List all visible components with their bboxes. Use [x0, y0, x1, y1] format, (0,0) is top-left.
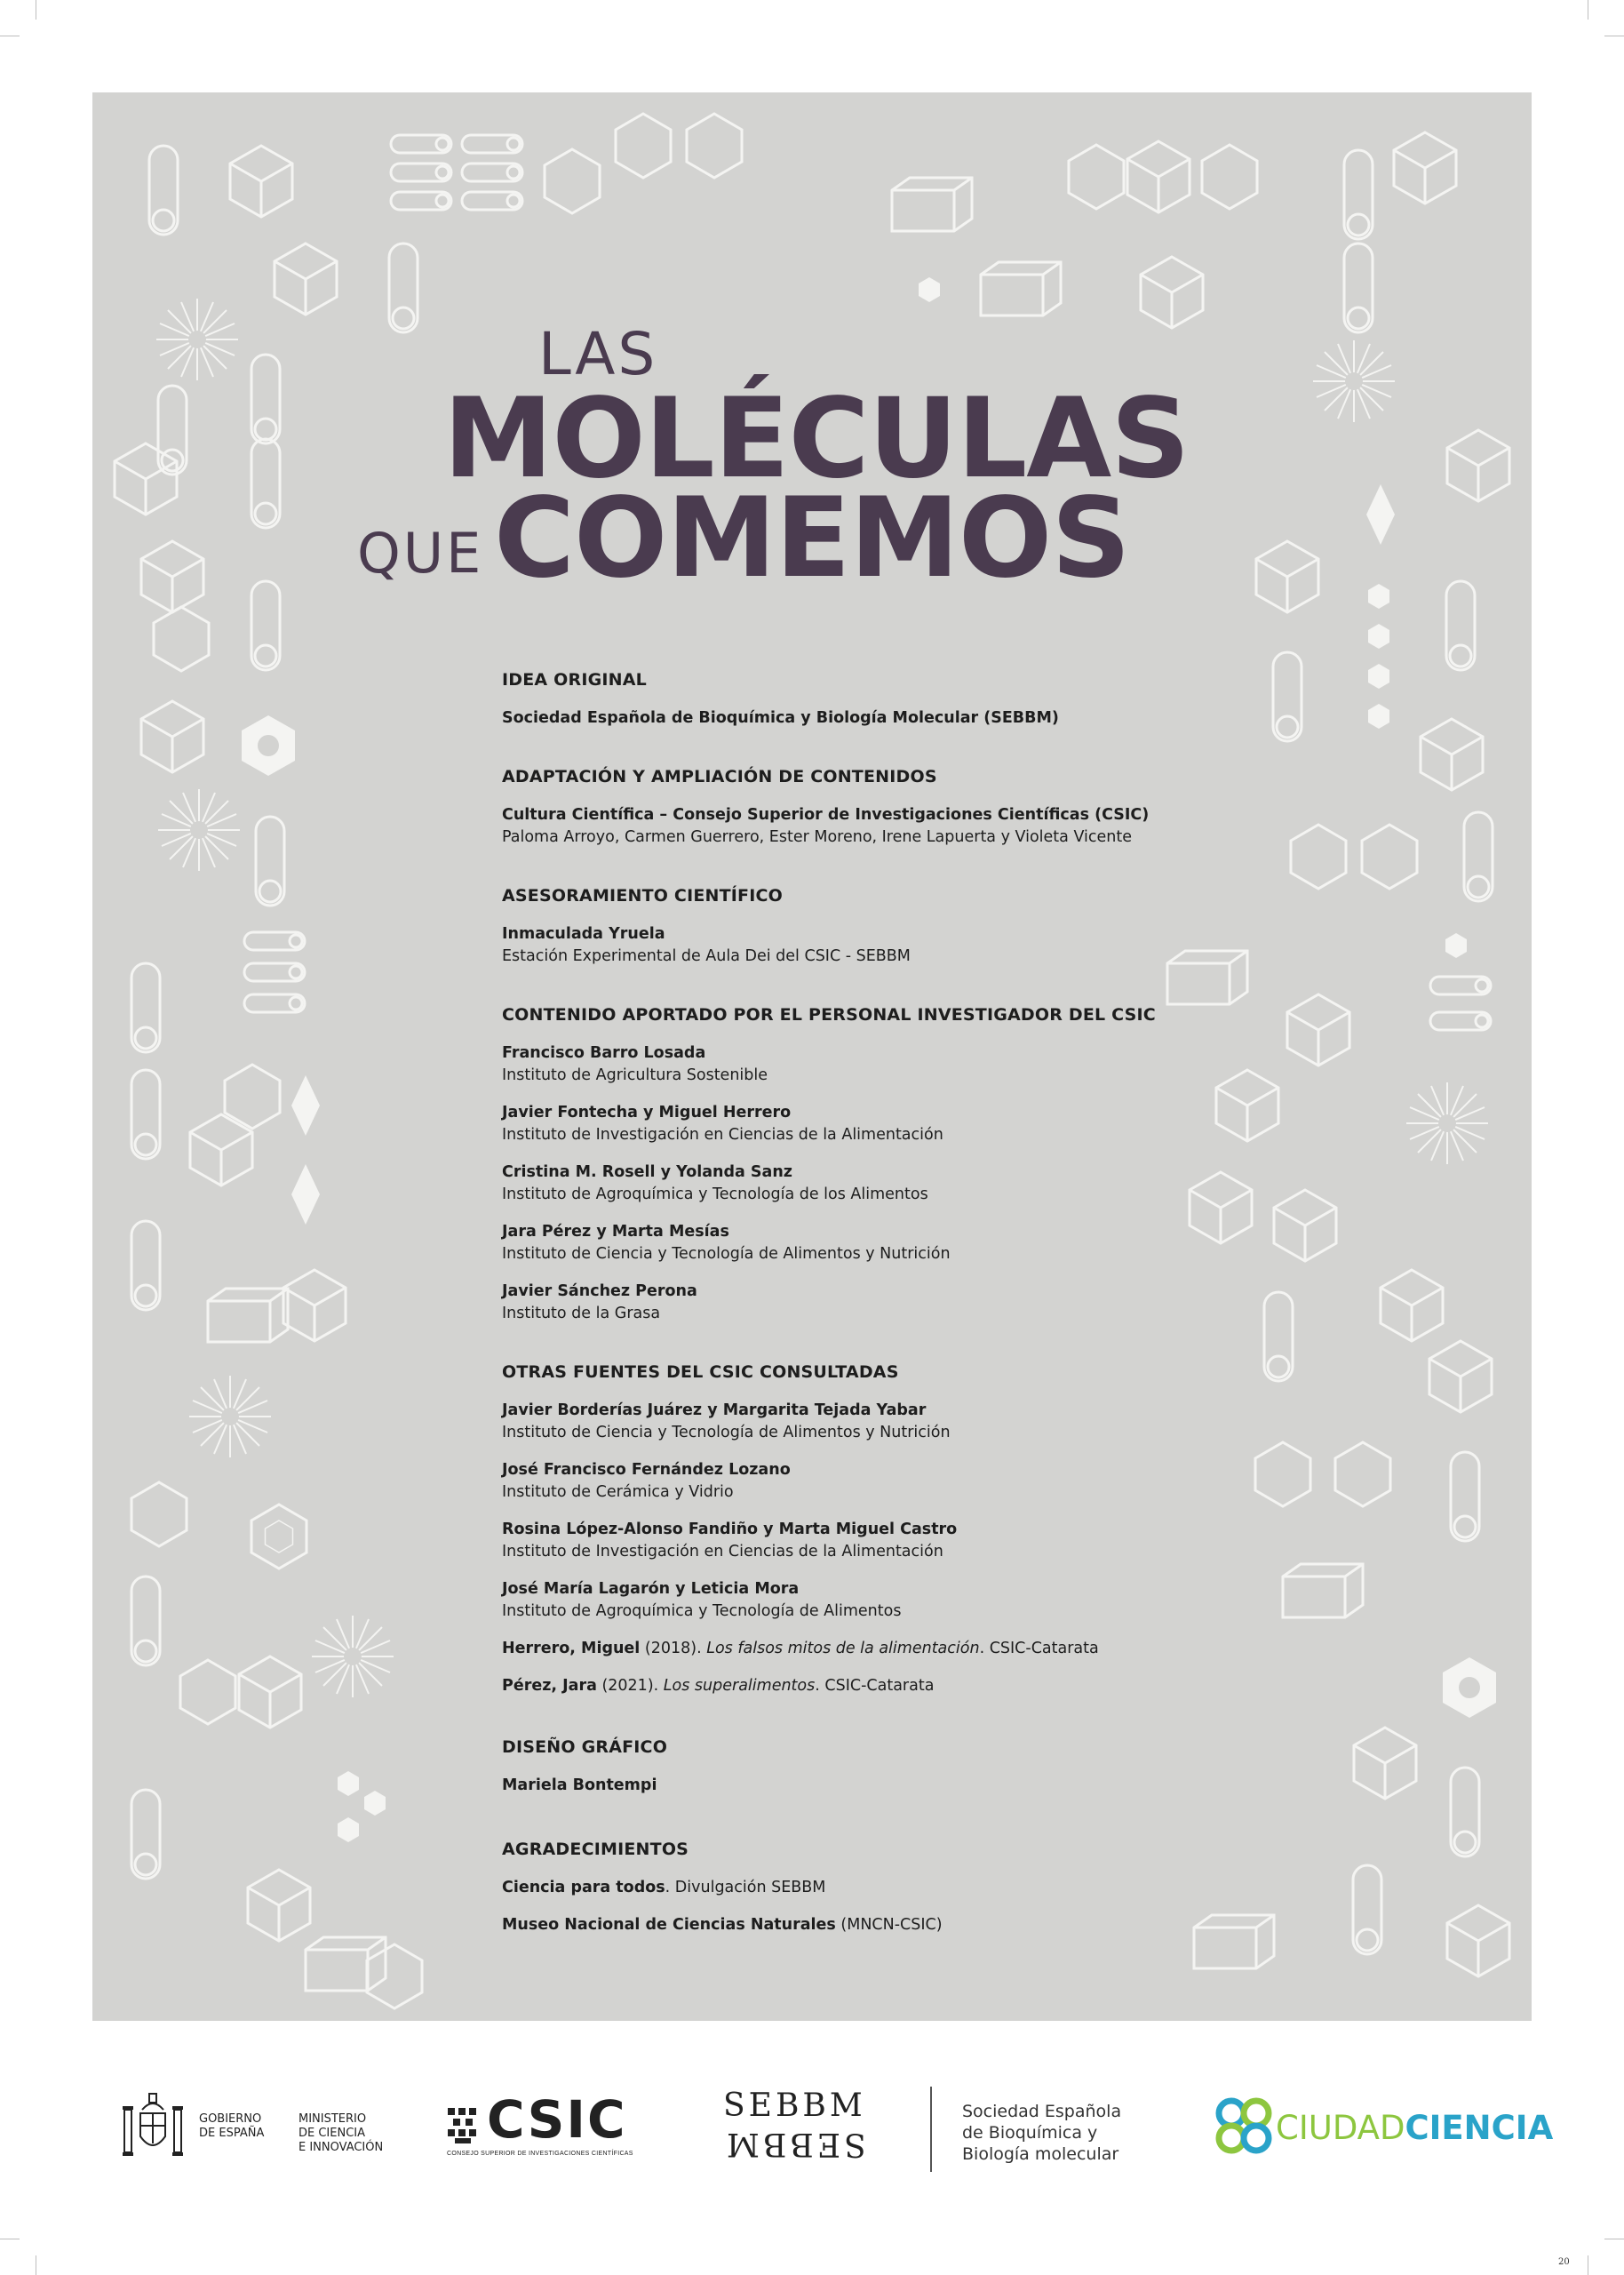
credit-name: Javier Sánchez Perona [502, 1282, 697, 1300]
sebbm-logo: SEBBM SEBBM [723, 2087, 866, 2162]
credit-institution: Instituto de Ciencia y Tecnología de Alimentos y Nutrición [502, 1424, 951, 1441]
sebbm-name: Sociedad Española de Bioquímica y Biología molecular [962, 2102, 1122, 2164]
ciudadciencia-logo-icon [1215, 2097, 1272, 2154]
credit-institution: Instituto de Ciencia y Tecnología de Alimentos y Nutrición [502, 1245, 951, 1263]
thanks-rest: (MNCN-CSIC) [835, 1916, 943, 1934]
credit-name: Javier Borderías Juárez y Margarita Tejada Yabar [502, 1401, 927, 1419]
credit-entry [502, 804, 1302, 849]
section-heading: ADAPTACIÓN Y AMPLIACIÓN DE CONTENIDOS [502, 767, 937, 786]
section-heading: CONTENIDO APORTADO POR EL PERSONAL INVESTIGADOR DEL CSIC [502, 1005, 1156, 1025]
credits-block [502, 670, 1302, 1974]
credit-section [502, 1362, 1302, 1623]
reference-year: (2018). [640, 1640, 707, 1657]
csic-emblem-icon [446, 2106, 480, 2145]
reference-year: (2021). [596, 1677, 664, 1695]
section-heading: AGRADECIMIENTOS [502, 1840, 689, 1859]
credit-institution: Paloma Arroyo, Carmen Guerrero, Ester Moreno, Irene Lapuerta y Violeta Vicente [502, 828, 1132, 846]
credit-name: Cultura Científica – Consejo Superior de Investigaciones Científicas (CSIC) [502, 806, 1150, 824]
thanks-item [502, 1914, 1302, 1936]
credit-entry [502, 1519, 1302, 1563]
designer-name: Mariela Bontempi [502, 1776, 657, 1794]
credit-section [502, 1005, 1302, 1325]
credit-entry [502, 1281, 1302, 1325]
title-que: QUE [357, 521, 484, 586]
title-comemos: COMEMOS [494, 475, 1130, 603]
reference-publisher: . CSIC-Catarata [815, 1677, 935, 1695]
credit-entry [502, 1221, 1302, 1265]
credit-section-design [502, 1737, 1302, 1797]
credit-entry [502, 1042, 1302, 1087]
ministerio-label: MINISTERIO DE CIENCIA E INNOVACIÓN [299, 2112, 384, 2154]
credit-name: Rosina López-Alonso Fandiño y Marta Miguel Castro [502, 1521, 958, 1538]
credit-entry [502, 1102, 1302, 1146]
credit-name: Javier Fontecha y Miguel Herrero [502, 1104, 792, 1122]
reference-work: Los falsos mitos de la alimentación [706, 1640, 980, 1657]
credit-entry [502, 707, 1302, 730]
thanks-rest: . Divulgación SEBBM [665, 1879, 826, 1896]
poster-title [92, 92, 1532, 626]
credit-name: Francisco Barro Losada [502, 1044, 706, 1062]
credit-name: José María Lagarón y Leticia Mora [502, 1580, 800, 1598]
section-heading: DISEÑO GRÁFICO [502, 1737, 668, 1757]
credit-section-references [502, 1638, 1302, 1697]
reference-work: Los superalimentos [663, 1677, 816, 1695]
credit-entry [502, 1161, 1302, 1206]
credit-institution: Estación Experimental de Aula Dei del CSIC - SEBBM [502, 947, 911, 965]
reference-author: Pérez, Jara [502, 1677, 597, 1695]
page-number: 20 [1558, 2257, 1570, 2267]
poster-panel [92, 92, 1532, 2021]
credit-section [502, 767, 1302, 849]
section-heading: ASESORAMIENTO CIENTÍFICO [502, 886, 783, 906]
thanks-name: Ciencia para todos [502, 1879, 665, 1896]
credit-entry [502, 1578, 1302, 1623]
title-moleculas: MOLÉCULAS [443, 375, 1190, 503]
credit-institution: Instituto de Cerámica y Vidrio [502, 1483, 734, 1501]
credit-institution: Instituto de Agroquímica y Tecnología de los Alimentos [502, 1185, 928, 1203]
credit-institution: Instituto de Agroquímica y Tecnología de Alimentos [502, 1602, 902, 1620]
reference-item [502, 1675, 1302, 1697]
credit-institution: Instituto de Agricultura Sostenible [502, 1066, 768, 1084]
credit-entry [502, 1400, 1302, 1444]
credit-institution: Instituto de la Grasa [502, 1305, 661, 1322]
credit-institution: Instituto de Investigación en Ciencias de la Alimentación [502, 1126, 943, 1144]
credit-name: Sociedad Española de Bioquímica y Biología Molecular (SEBBM) [502, 709, 1059, 727]
credit-institution: Instituto de Investigación en Ciencias de la Alimentación [502, 1543, 943, 1561]
section-heading: OTRAS FUENTES DEL CSIC CONSULTADAS [502, 1362, 899, 1382]
credit-name: Jara Pérez y Marta Mesías [502, 1223, 729, 1241]
credit-section-thanks [502, 1840, 1302, 1936]
title-las: LAS [538, 320, 658, 388]
reference-publisher: . CSIC-Catarata [979, 1640, 1099, 1657]
credit-section [502, 670, 1302, 730]
credit-name: José Francisco Fernández Lozano [502, 1461, 791, 1479]
csic-logo-text: CSIC [487, 2089, 627, 2150]
spain-coat-of-arms-logo [117, 2090, 188, 2161]
gobierno-label: GOBIERNO DE ESPAÑA [199, 2112, 265, 2140]
credit-entry [502, 923, 1302, 968]
thanks-name: Museo Nacional de Ciencias Naturales [502, 1916, 836, 1934]
section-heading: IDEA ORIGINAL [502, 670, 647, 690]
reference-item [502, 1638, 1302, 1660]
credit-name: Inmaculada Yruela [502, 925, 665, 943]
credit-entry [502, 1459, 1302, 1504]
csic-subtitle: CONSEJO SUPERIOR DE INVESTIGACIONES CIENTÍFICAS [447, 2151, 633, 2157]
reference-author: Herrero, Miguel [502, 1640, 641, 1657]
thanks-item [502, 1877, 1302, 1899]
sebbm-divider [930, 2087, 932, 2172]
credit-section [502, 886, 1302, 968]
credit-name: Cristina M. Rosell y Yolanda Sanz [502, 1163, 792, 1181]
ciudadciencia-logo-text: CIUDADCIENCIA [1276, 2109, 1554, 2147]
